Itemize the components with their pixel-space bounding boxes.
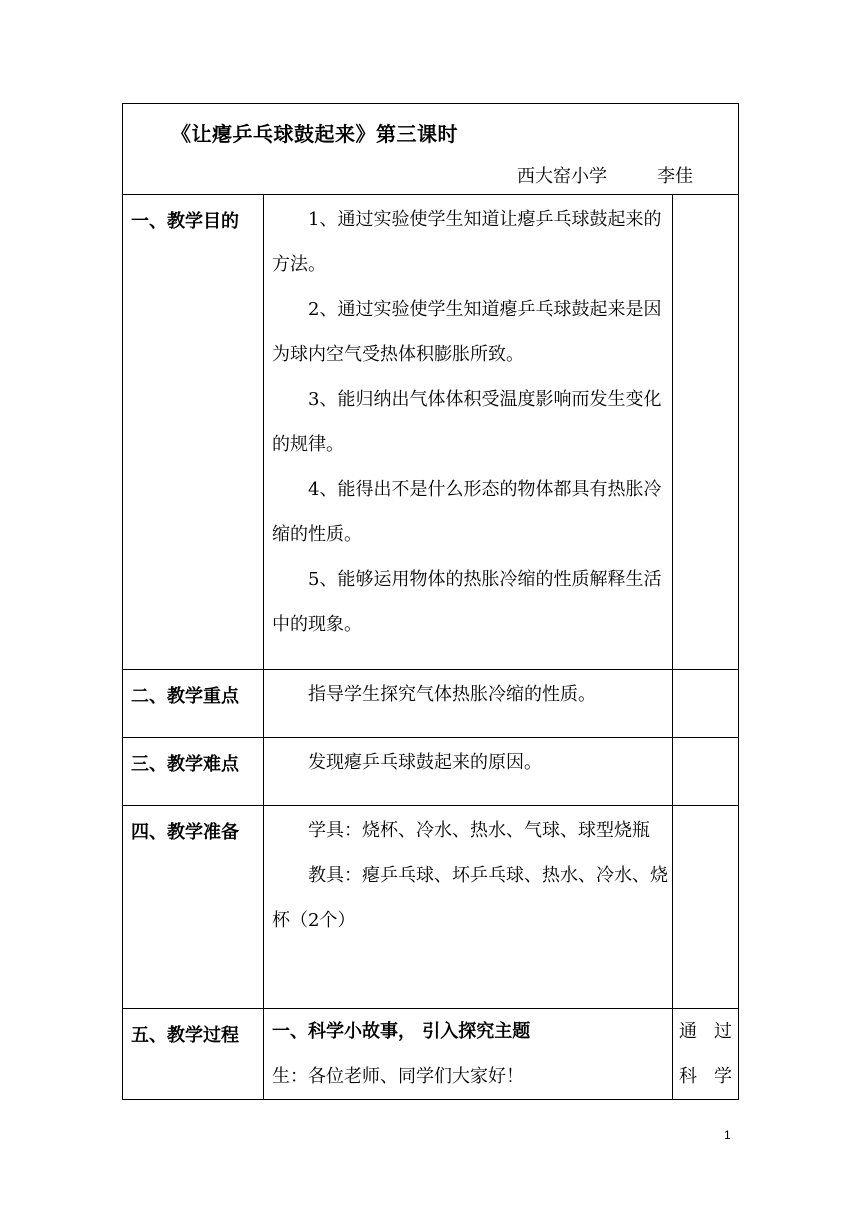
lesson-plan-table — [122, 103, 739, 1100]
school-name: 西大窑小学 — [517, 166, 607, 187]
objective-item: 4、能得出不是什么形态的物体都具有热胀冷缩的性质。 — [272, 479, 662, 545]
notes-cell — [673, 806, 739, 1009]
key-point-text: 指导学生探究气体热胀冷缩的性质。 — [308, 684, 596, 705]
page-number: 1 — [724, 1128, 731, 1142]
objective-item: 3、能归纳出气体体积受温度影响而发生变化的规律。 — [272, 389, 662, 455]
notes-cell — [673, 1009, 739, 1100]
section-content — [264, 806, 673, 1009]
section-content — [264, 195, 673, 670]
notes-cell — [673, 670, 739, 738]
preparation-item: 学具：烧杯、冷水、热水、气球、球型烧瓶 — [308, 820, 650, 841]
section-label: 二、教学重点 — [123, 670, 264, 738]
difficulty-text: 发现瘪乒乓球鼓起来的原因。 — [308, 752, 542, 773]
objective-item: 5、能够运用物体的热胀冷缩的性质解释生活中的现象。 — [272, 569, 662, 635]
section-label: 三、教学难点 — [123, 738, 264, 806]
author-name: 李佳 — [657, 166, 693, 187]
title-cell — [123, 104, 739, 195]
section-label: 五、教学过程 — [123, 1009, 264, 1100]
section-row-objectives — [123, 195, 739, 670]
section-content — [264, 670, 673, 738]
section-label: 一、教学目的 — [123, 195, 264, 670]
lesson-title: 《让瘪乒乓球鼓起来》第三课时 — [171, 122, 458, 146]
section-content — [264, 1009, 673, 1100]
note-line: 通过 — [679, 1021, 733, 1042]
section-label: 四、教学准备 — [123, 806, 264, 1009]
notes-cell — [673, 195, 739, 670]
objective-item: 2、通过实验使学生知道瘪乒乓球鼓起来是因为球内空气受热体积膨胀所致。 — [272, 299, 662, 365]
section-row-process — [123, 1009, 739, 1100]
objective-item: 1、通过实验使学生知道让瘪乒乓球鼓起来的方法。 — [272, 209, 662, 275]
section-row-preparation — [123, 806, 739, 1009]
title-row — [123, 104, 739, 195]
preparation-item: 教具：瘪乒乓球、坏乒乓球、热水、冷水、烧杯（2个） — [272, 865, 668, 931]
process-line: 生：各位老师、同学们大家好！ — [272, 1066, 524, 1087]
section-row-difficulties — [123, 738, 739, 806]
note-line: 科学 — [679, 1066, 733, 1087]
section-row-key-points — [123, 670, 739, 738]
notes-cell — [673, 738, 739, 806]
process-heading: 一、科学小故事， 引入探究主题 — [272, 1021, 531, 1042]
section-content — [264, 738, 673, 806]
